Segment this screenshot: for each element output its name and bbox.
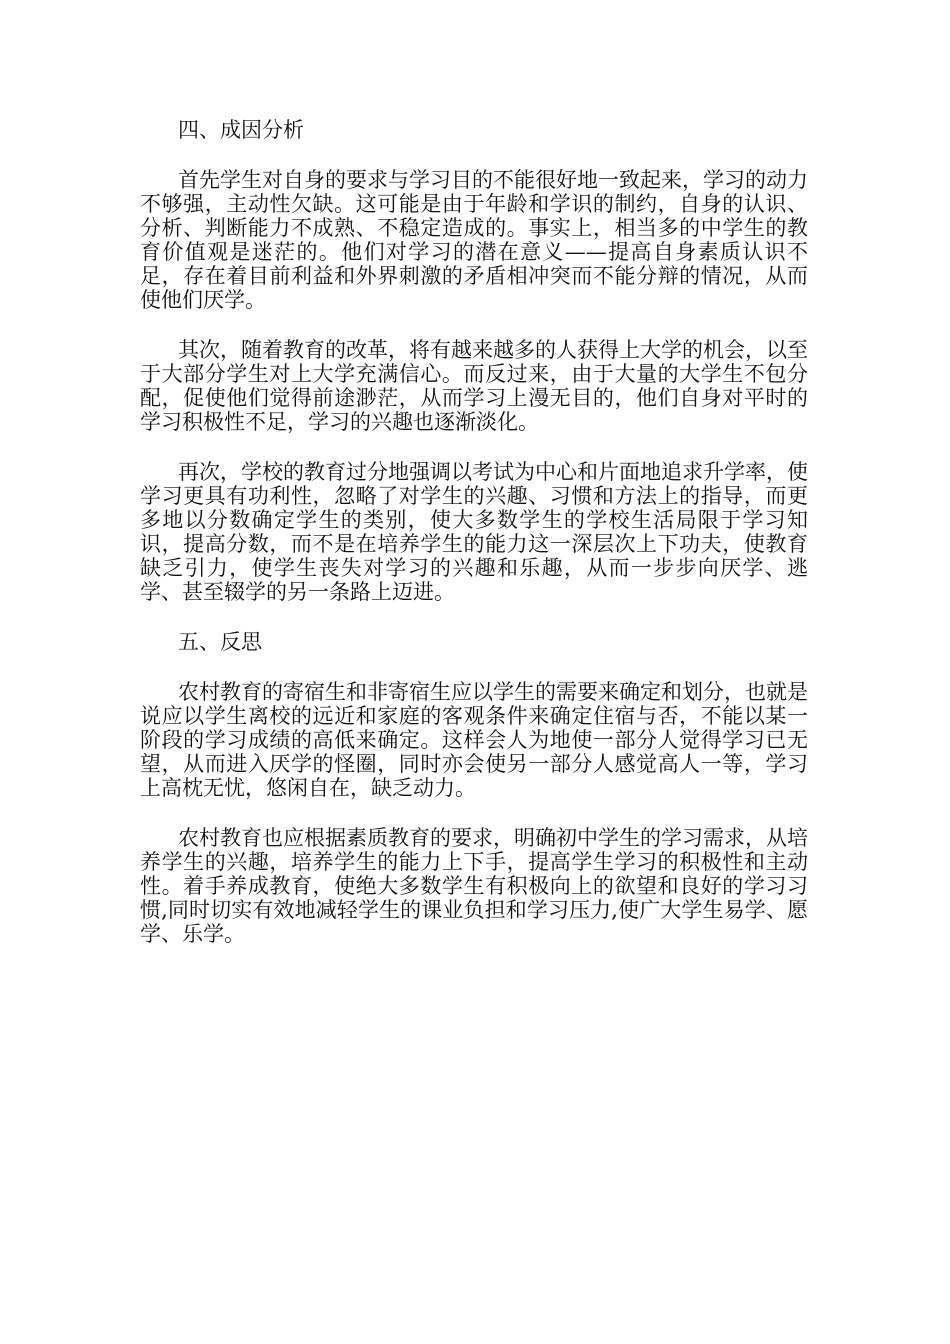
paragraph-reflection-boarding: 农村教育的寄宿生和非寄宿生应以学生的需要来确定和划分，也就是说应以学生离校的远近和家庭的客观条件来确定住宿与否，不能以某一阶段的学习成绩的高低来确定。这样会人为地使一部分人觉得学习已无望，从而进入厌学的怪圈，同时亦会使另一部分人感觉高人一等，学习上高枕无忧，悠闲自在，缺乏动力。 [140, 680, 808, 800]
paragraph-second-cause: 其次，随着教育的改革，将有越来越多的人获得上大学的机会，以至于大部分学生对上大学充满信心。而反过来，由于大量的大学生不包分配，促使他们觉得前途渺茫，从而学习上漫无目的，他们自身对平时的学习积极性不足，学习的兴趣也逐渐淡化。 [140, 338, 808, 434]
section-heading-cause-analysis: 四、成因分析 [178, 118, 304, 142]
section-heading-reflection: 五、反思 [178, 630, 262, 654]
paragraph-first-cause: 首先学生对自身的要求与学习目的不能很好地一致起来，学习的动力不够强，主动性欠缺。这可能是由于年龄和学识的制约，自身的认识、分析、判断能力不成熟、不稳定造成的。事实上，相当多的中学生的教育价值观是迷茫的。他们对学习的潜在意义——提高自身素质认识不足，存在着目前利益和外界刺激的矛盾相冲突而不能分辩的情况，从而使他们厌学。 [140, 168, 808, 312]
paragraph-third-cause: 再次，学校的教育过分地强调以考试为中心和片面地追求升学率，使学习更具有功利性，忽略了对学生的兴趣、习惯和方法上的指导，而更多地以分数确定学生的类别，使大多数学生的学校生活局限于学习知识，提高分数，而不是在培养学生的能力这一深层次上下功夫，使教育缺乏引力，使学生丧失对学习的兴趣和乐趣，从而一步步向厌学、逃学、甚至辍学的另一条路上迈进。 [140, 460, 808, 604]
document-body [140, 118, 808, 972]
paragraph-reflection-quality-education: 农村教育也应根据素质教育的要求，明确初中学生的学习需求，从培养学生的兴趣，培养学生的能力上下手，提高学生学习的积极性和主动性。着手养成教育，使绝大多数学生有积极向上的欲望和良好的学习习惯,同时切实有效地减轻学生的课业负担和学习压力,使广大学生易学、愿学、乐学。 [140, 826, 808, 946]
